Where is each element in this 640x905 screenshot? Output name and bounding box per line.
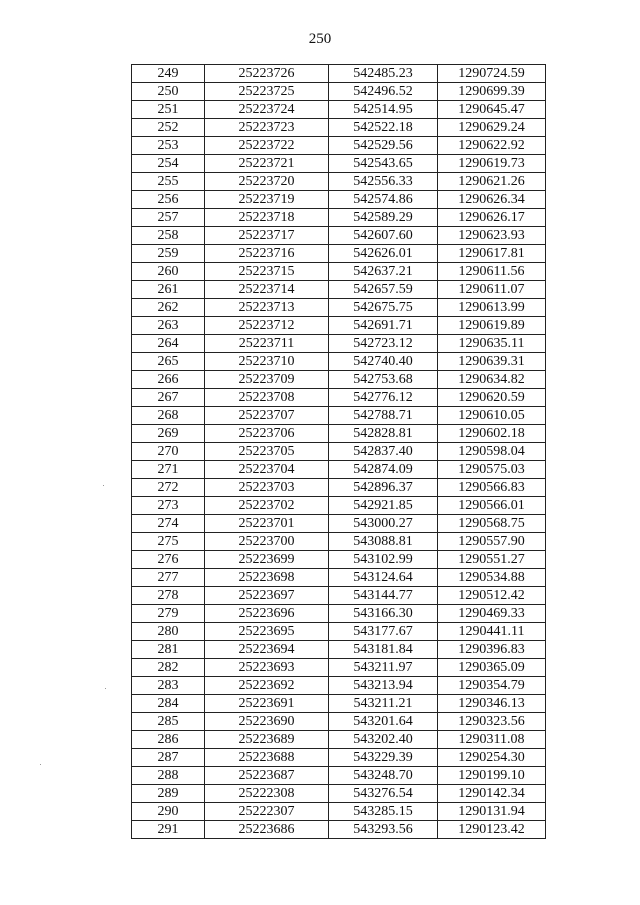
point-id-cell: 25223726 <box>205 65 329 83</box>
table-row <box>132 587 546 605</box>
point-id-cell: 25223702 <box>205 497 329 515</box>
y-coordinate-cell: 1290626.17 <box>438 209 546 227</box>
y-coordinate-cell: 1290626.34 <box>438 191 546 209</box>
row-number-cell: 270 <box>132 443 205 461</box>
table-row <box>132 479 546 497</box>
y-coordinate-cell: 1290645.47 <box>438 101 546 119</box>
point-id-cell: 25223724 <box>205 101 329 119</box>
row-number-cell: 271 <box>132 461 205 479</box>
row-number-cell: 257 <box>132 209 205 227</box>
y-coordinate-cell: 1290254.30 <box>438 749 546 767</box>
row-number-cell: 255 <box>132 173 205 191</box>
row-number-cell: 287 <box>132 749 205 767</box>
point-id-cell: 25223710 <box>205 353 329 371</box>
table-row <box>132 299 546 317</box>
table-row <box>132 407 546 425</box>
table-row <box>132 389 546 407</box>
y-coordinate-cell: 1290575.03 <box>438 461 546 479</box>
x-coordinate-cell: 542921.85 <box>329 497 438 515</box>
x-coordinate-cell: 543166.30 <box>329 605 438 623</box>
table-row <box>132 533 546 551</box>
point-id-cell: 25223716 <box>205 245 329 263</box>
y-coordinate-cell: 1290566.01 <box>438 497 546 515</box>
x-coordinate-cell: 543177.67 <box>329 623 438 641</box>
x-coordinate-cell: 542723.12 <box>329 335 438 353</box>
x-coordinate-cell: 543229.39 <box>329 749 438 767</box>
x-coordinate-cell: 543181.84 <box>329 641 438 659</box>
y-coordinate-cell: 1290469.33 <box>438 605 546 623</box>
table-row <box>132 623 546 641</box>
table-row <box>132 137 546 155</box>
x-coordinate-cell: 542675.75 <box>329 299 438 317</box>
x-coordinate-cell: 542607.60 <box>329 227 438 245</box>
y-coordinate-cell: 1290142.34 <box>438 785 546 803</box>
x-coordinate-cell: 542485.23 <box>329 65 438 83</box>
point-id-cell: 25223723 <box>205 119 329 137</box>
y-coordinate-cell: 1290568.75 <box>438 515 546 533</box>
x-coordinate-cell: 542691.71 <box>329 317 438 335</box>
x-coordinate-cell: 542543.65 <box>329 155 438 173</box>
scan-speck <box>103 485 104 486</box>
x-coordinate-cell: 543293.56 <box>329 821 438 839</box>
row-number-cell: 278 <box>132 587 205 605</box>
x-coordinate-cell: 543088.81 <box>329 533 438 551</box>
table-row <box>132 605 546 623</box>
table-row <box>132 551 546 569</box>
table-row <box>132 209 546 227</box>
point-id-cell: 25223704 <box>205 461 329 479</box>
x-coordinate-cell: 543202.40 <box>329 731 438 749</box>
point-id-cell: 25223709 <box>205 371 329 389</box>
point-id-cell: 25223712 <box>205 317 329 335</box>
table-row <box>132 731 546 749</box>
y-coordinate-cell: 1290617.81 <box>438 245 546 263</box>
coordinates-table <box>131 64 546 839</box>
table-row <box>132 281 546 299</box>
row-number-cell: 267 <box>132 389 205 407</box>
row-number-cell: 250 <box>132 83 205 101</box>
table-row <box>132 443 546 461</box>
point-id-cell: 25223719 <box>205 191 329 209</box>
point-id-cell: 25223692 <box>205 677 329 695</box>
x-coordinate-cell: 543000.27 <box>329 515 438 533</box>
x-coordinate-cell: 542574.86 <box>329 191 438 209</box>
point-id-cell: 25223688 <box>205 749 329 767</box>
row-number-cell: 277 <box>132 569 205 587</box>
y-coordinate-cell: 1290598.04 <box>438 443 546 461</box>
table-row <box>132 263 546 281</box>
x-coordinate-cell: 542753.68 <box>329 371 438 389</box>
x-coordinate-cell: 542828.81 <box>329 425 438 443</box>
row-number-cell: 291 <box>132 821 205 839</box>
y-coordinate-cell: 1290199.10 <box>438 767 546 785</box>
point-id-cell: 25223718 <box>205 209 329 227</box>
row-number-cell: 260 <box>132 263 205 281</box>
table-row <box>132 749 546 767</box>
y-coordinate-cell: 1290620.59 <box>438 389 546 407</box>
x-coordinate-cell: 543201.64 <box>329 713 438 731</box>
y-coordinate-cell: 1290551.27 <box>438 551 546 569</box>
point-id-cell: 25223714 <box>205 281 329 299</box>
x-coordinate-cell: 543276.54 <box>329 785 438 803</box>
point-id-cell: 25222308 <box>205 785 329 803</box>
x-coordinate-cell: 542637.21 <box>329 263 438 281</box>
x-coordinate-cell: 542496.52 <box>329 83 438 101</box>
table-row <box>132 371 546 389</box>
table-row <box>132 803 546 821</box>
table-row <box>132 677 546 695</box>
point-id-cell: 25223721 <box>205 155 329 173</box>
y-coordinate-cell: 1290610.05 <box>438 407 546 425</box>
table-row <box>132 101 546 119</box>
table-row <box>132 695 546 713</box>
x-coordinate-cell: 543144.77 <box>329 587 438 605</box>
point-id-cell: 25223703 <box>205 479 329 497</box>
x-coordinate-cell: 543124.64 <box>329 569 438 587</box>
point-id-cell: 25223713 <box>205 299 329 317</box>
point-id-cell: 25223717 <box>205 227 329 245</box>
x-coordinate-cell: 542874.09 <box>329 461 438 479</box>
table-row <box>132 191 546 209</box>
table-row <box>132 569 546 587</box>
row-number-cell: 290 <box>132 803 205 821</box>
row-number-cell: 266 <box>132 371 205 389</box>
y-coordinate-cell: 1290611.56 <box>438 263 546 281</box>
y-coordinate-cell: 1290346.13 <box>438 695 546 713</box>
table-row <box>132 65 546 83</box>
table-row <box>132 83 546 101</box>
table-row <box>132 641 546 659</box>
point-id-cell: 25223720 <box>205 173 329 191</box>
point-id-cell: 25223695 <box>205 623 329 641</box>
point-id-cell: 25223691 <box>205 695 329 713</box>
point-id-cell: 25223686 <box>205 821 329 839</box>
point-id-cell: 25223693 <box>205 659 329 677</box>
point-id-cell: 25223706 <box>205 425 329 443</box>
y-coordinate-cell: 1290623.93 <box>438 227 546 245</box>
table-row <box>132 173 546 191</box>
table-row <box>132 767 546 785</box>
row-number-cell: 285 <box>132 713 205 731</box>
point-id-cell: 25223687 <box>205 767 329 785</box>
y-coordinate-cell: 1290639.31 <box>438 353 546 371</box>
x-coordinate-cell: 542529.56 <box>329 137 438 155</box>
row-number-cell: 265 <box>132 353 205 371</box>
row-number-cell: 289 <box>132 785 205 803</box>
y-coordinate-cell: 1290365.09 <box>438 659 546 677</box>
y-coordinate-cell: 1290557.90 <box>438 533 546 551</box>
table-row <box>132 353 546 371</box>
row-number-cell: 258 <box>132 227 205 245</box>
y-coordinate-cell: 1290619.89 <box>438 317 546 335</box>
table-row <box>132 227 546 245</box>
x-coordinate-cell: 542514.95 <box>329 101 438 119</box>
point-id-cell: 25223697 <box>205 587 329 605</box>
coordinates-table-body <box>132 65 546 839</box>
row-number-cell: 283 <box>132 677 205 695</box>
point-id-cell: 25223701 <box>205 515 329 533</box>
y-coordinate-cell: 1290699.39 <box>438 83 546 101</box>
table-row <box>132 713 546 731</box>
x-coordinate-cell: 543102.99 <box>329 551 438 569</box>
table-row <box>132 425 546 443</box>
row-number-cell: 254 <box>132 155 205 173</box>
row-number-cell: 286 <box>132 731 205 749</box>
point-id-cell: 25223708 <box>205 389 329 407</box>
x-coordinate-cell: 542837.40 <box>329 443 438 461</box>
y-coordinate-cell: 1290396.83 <box>438 641 546 659</box>
table-row <box>132 317 546 335</box>
row-number-cell: 280 <box>132 623 205 641</box>
point-id-cell: 25223698 <box>205 569 329 587</box>
table-row <box>132 335 546 353</box>
row-number-cell: 274 <box>132 515 205 533</box>
row-number-cell: 275 <box>132 533 205 551</box>
x-coordinate-cell: 542522.18 <box>329 119 438 137</box>
row-number-cell: 288 <box>132 767 205 785</box>
point-id-cell: 25223715 <box>205 263 329 281</box>
point-id-cell: 25223699 <box>205 551 329 569</box>
table-row <box>132 659 546 677</box>
point-id-cell: 25223711 <box>205 335 329 353</box>
scan-speck <box>105 688 106 689</box>
row-number-cell: 282 <box>132 659 205 677</box>
row-number-cell: 279 <box>132 605 205 623</box>
x-coordinate-cell: 542740.40 <box>329 353 438 371</box>
x-coordinate-cell: 542657.59 <box>329 281 438 299</box>
row-number-cell: 276 <box>132 551 205 569</box>
point-id-cell: 25223690 <box>205 713 329 731</box>
x-coordinate-cell: 542556.33 <box>329 173 438 191</box>
y-coordinate-cell: 1290613.99 <box>438 299 546 317</box>
y-coordinate-cell: 1290634.82 <box>438 371 546 389</box>
y-coordinate-cell: 1290611.07 <box>438 281 546 299</box>
point-id-cell: 25223725 <box>205 83 329 101</box>
table-row <box>132 821 546 839</box>
table-row <box>132 515 546 533</box>
x-coordinate-cell: 543213.94 <box>329 677 438 695</box>
scan-speck <box>40 764 41 765</box>
y-coordinate-cell: 1290621.26 <box>438 173 546 191</box>
table-row <box>132 497 546 515</box>
x-coordinate-cell: 543211.21 <box>329 695 438 713</box>
row-number-cell: 284 <box>132 695 205 713</box>
x-coordinate-cell: 543248.70 <box>329 767 438 785</box>
y-coordinate-cell: 1290534.88 <box>438 569 546 587</box>
table-row <box>132 155 546 173</box>
y-coordinate-cell: 1290441.11 <box>438 623 546 641</box>
row-number-cell: 256 <box>132 191 205 209</box>
y-coordinate-cell: 1290323.56 <box>438 713 546 731</box>
row-number-cell: 251 <box>132 101 205 119</box>
x-coordinate-cell: 543285.15 <box>329 803 438 821</box>
y-coordinate-cell: 1290602.18 <box>438 425 546 443</box>
y-coordinate-cell: 1290123.42 <box>438 821 546 839</box>
y-coordinate-cell: 1290354.79 <box>438 677 546 695</box>
y-coordinate-cell: 1290635.11 <box>438 335 546 353</box>
x-coordinate-cell: 542626.01 <box>329 245 438 263</box>
row-number-cell: 259 <box>132 245 205 263</box>
point-id-cell: 25223700 <box>205 533 329 551</box>
point-id-cell: 25223696 <box>205 605 329 623</box>
page-number: 250 <box>308 31 332 47</box>
row-number-cell: 262 <box>132 299 205 317</box>
point-id-cell: 25223722 <box>205 137 329 155</box>
point-id-cell: 25222307 <box>205 803 329 821</box>
row-number-cell: 268 <box>132 407 205 425</box>
point-id-cell: 25223689 <box>205 731 329 749</box>
row-number-cell: 249 <box>132 65 205 83</box>
row-number-cell: 264 <box>132 335 205 353</box>
x-coordinate-cell: 542589.29 <box>329 209 438 227</box>
x-coordinate-cell: 542896.37 <box>329 479 438 497</box>
table-row <box>132 461 546 479</box>
row-number-cell: 261 <box>132 281 205 299</box>
row-number-cell: 252 <box>132 119 205 137</box>
row-number-cell: 273 <box>132 497 205 515</box>
row-number-cell: 269 <box>132 425 205 443</box>
y-coordinate-cell: 1290629.24 <box>438 119 546 137</box>
x-coordinate-cell: 542788.71 <box>329 407 438 425</box>
x-coordinate-cell: 542776.12 <box>329 389 438 407</box>
x-coordinate-cell: 543211.97 <box>329 659 438 677</box>
table-row <box>132 245 546 263</box>
row-number-cell: 272 <box>132 479 205 497</box>
table-row <box>132 119 546 137</box>
row-number-cell: 263 <box>132 317 205 335</box>
y-coordinate-cell: 1290622.92 <box>438 137 546 155</box>
y-coordinate-cell: 1290131.94 <box>438 803 546 821</box>
y-coordinate-cell: 1290724.59 <box>438 65 546 83</box>
point-id-cell: 25223707 <box>205 407 329 425</box>
y-coordinate-cell: 1290512.42 <box>438 587 546 605</box>
row-number-cell: 253 <box>132 137 205 155</box>
row-number-cell: 281 <box>132 641 205 659</box>
point-id-cell: 25223694 <box>205 641 329 659</box>
y-coordinate-cell: 1290566.83 <box>438 479 546 497</box>
table-row <box>132 785 546 803</box>
y-coordinate-cell: 1290311.08 <box>438 731 546 749</box>
y-coordinate-cell: 1290619.73 <box>438 155 546 173</box>
point-id-cell: 25223705 <box>205 443 329 461</box>
